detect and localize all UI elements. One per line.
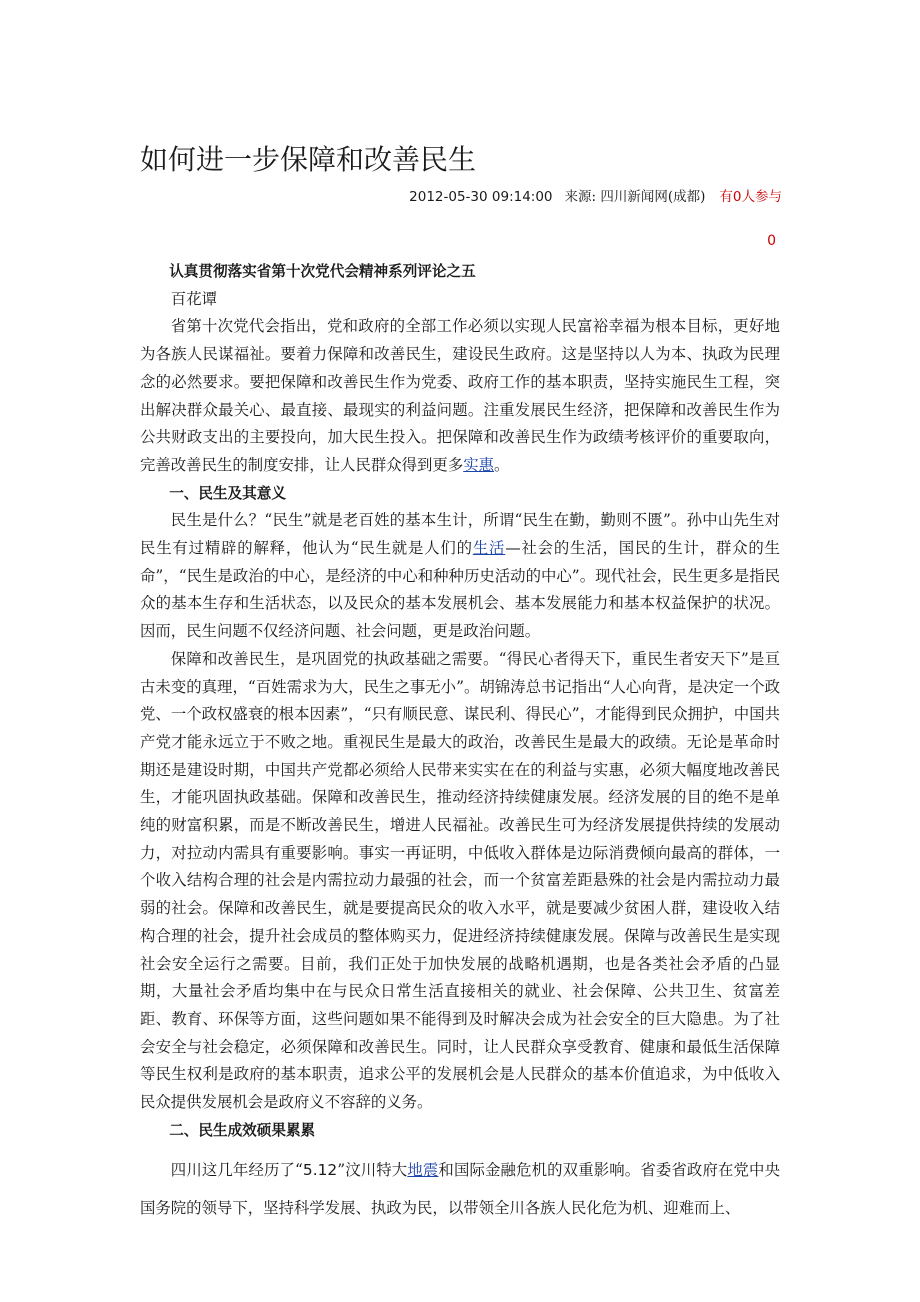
participation-prefix: 有 bbox=[719, 189, 733, 205]
article-author: 百花谭 bbox=[170, 289, 217, 308]
participation-count: 0 bbox=[732, 189, 742, 205]
article-subtitle: 认真贯彻落实省第十次党代会精神系列评论之五 bbox=[169, 263, 476, 280]
publish-datetime: 2012-05-30 09:14:00 bbox=[409, 189, 553, 205]
link-shihui[interactable]: 实惠 bbox=[463, 455, 495, 474]
participation-link[interactable] bbox=[719, 189, 782, 205]
section-heading-1: 一、民生及其意义 bbox=[169, 484, 286, 502]
intro-text: 省第十次党代会指出，党和政府的全部工作必须以实现人民富裕幸福为根本目标，更好地为各族人民谋福祉。要着力保障和改善民生，建设民生政府。这是坚持以人为本、执政为民理念的必然要求。要把保障和改善民生作为党委、政府工作的基本职责，坚持实施民生工程，突出解决群众最关心、最直接、最现实的利益问题。注重发展民生经济，把保障和改善民生作为公共财政支出的主要投向，加大民生投入。把保障和改善民生作为政绩考核评价的重要取向，完善改善民生的制度安排，让人民群众得到更多 bbox=[140, 317, 780, 474]
section-heading-2: 二、民生成效硕果累累 bbox=[169, 1121, 316, 1139]
p3-text-c: 和国际金融危机的双重影响。省委省政府在党中央国务院的领导下，坚持科学发展、执政为民，以带领全川各族人民化危为机、迎难而上、 bbox=[140, 1160, 780, 1217]
link-shenghuo[interactable]: 生活 bbox=[472, 539, 506, 558]
paragraph-2: 保障和改善民生，是巩固党的执政基础之需要。“得民心者得天下，重民生者安天下”是亘古未变的真理，“百姓需求为大，民生之事无小”。胡锦涛总书记指出“人心向背，是决定一个政党、一个政权盛衰的根本因素”，“只有顺民意、谋民利、得民心”，才能得到民众拥护，中国共产党才能永远立于不败之地。重视民生是最大的政治，改善民生是最大的政绩。无论是革命时期还是建设时期，中国共产党都必须给人民带来实实在在的利益与实惠，必须大幅度地改善民生，才能巩固执政基础。保障和改善民生，推动经济持续健康发展。经济发展的目的绝不是单纯的财富积累，而是不断改善民生，增进人民福祉。改善民生可为经济发展提供持续的发展动力，对拉动内需具有重要影响。事实一再证明，中低收入群体是边际消费倾向最高的群体，一个收入结构合理的社会是内需拉动力最强的社会，而一个贫富差距悬殊的社会是内需拉动力最弱的社会。保障和改善民生，就是要提高民众的收入水平，就是要减少贫困人群，建设收入结构合理的社会，提升社会成员的整体购买力，促进经济持续健康发展。保障与改善民生是实现社会安全运行之需要。目前，我们正处于加快发展的战略机遇期，也是各类社会矛盾的凸显期，大量社会矛盾均集中在与民众日常生活直接相关的就业、社会保障、公共卫生、贫富差距、教育、环保等方面，这些问题如果不能得到及时解决会成为社会安全的巨大隐患。为了社会安全与社会稳定，必须保障和改善民生。同时，让人民群众享受教育、健康和最低生活保障等民生权利是政府的基本职责，追求公平的发展机会是人民群众的基本价值追求，为中低收入民众提供发展机会是政府义不容辞的义务。 bbox=[140, 649, 780, 1112]
intro-end: 。 bbox=[494, 455, 510, 474]
p1-text-b: —社会的生活，国民的生计，群众的生命”，“民生是政治的中心，是经济的中心和种种历史活动的中心”。现代社会，民生更多是指民众的基本生存和生活状态，以及民众的基本发展机会、基本发展能力和基本权益保护的状况。因而，民生问题不仅经济问题、社会问题，更是政治问题。 bbox=[140, 539, 780, 641]
participation-count-extra: 0 bbox=[767, 233, 776, 249]
paragraph-3 bbox=[140, 1151, 780, 1227]
article-source: 来源: 四川新闻网(成都) bbox=[564, 189, 706, 205]
p3-number: 5.12 bbox=[302, 1160, 338, 1179]
paragraph-1 bbox=[140, 507, 780, 646]
intro-paragraph bbox=[140, 313, 780, 479]
p1-text-a: 民生是什么？“民生”就是老百姓的基本生计，所谓“民生在勤，勤则不匮”。孙中山先生对民生有过精辟的解释，他认为“民生就是人们的 bbox=[140, 511, 780, 558]
p3-text-a: 四川这几年经历了“ bbox=[170, 1160, 303, 1179]
article-title: 如何进一步保障和改善民生 bbox=[140, 143, 477, 176]
participation-suffix: 人参与 bbox=[741, 189, 782, 205]
p3-text-b: ”汶川特大 bbox=[337, 1160, 408, 1179]
link-dizhen[interactable]: 地震 bbox=[407, 1160, 439, 1179]
article-body bbox=[140, 258, 780, 1227]
article-meta bbox=[409, 185, 782, 205]
